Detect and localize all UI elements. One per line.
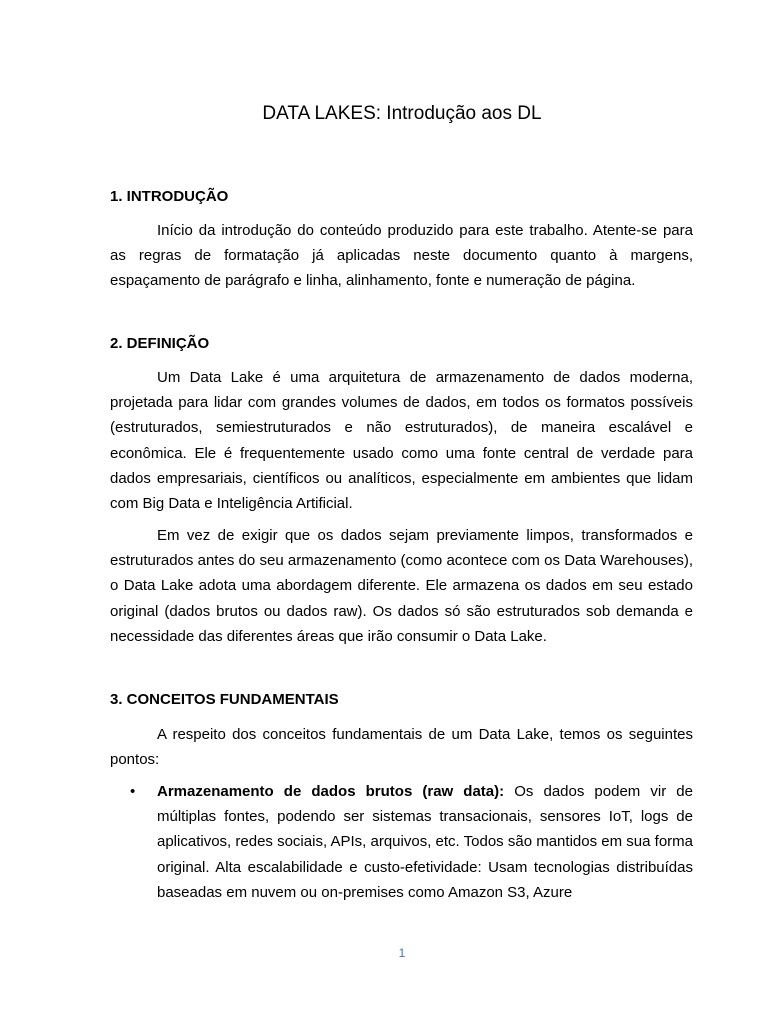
page-number: 1 (398, 946, 406, 960)
paragraph: A respeito dos conceitos fundamentais de um Data Lake, temos os seguintes pontos: (110, 726, 693, 769)
section-heading-introducao: 1. INTRODUÇÃO (110, 188, 229, 205)
bullet-item (157, 779, 693, 905)
section-heading-definicao: 2. DEFINIÇÃO (110, 335, 210, 352)
paragraph: Início da introdução do conteúdo produzido para este trabalho. Atente-se para as regras de formatação já aplicadas neste documento quanto à margens, espaçamento de parágrafo e linha, alinhamento, fonte e numeração de página. (110, 222, 693, 290)
paragraph: Um Data Lake é uma arquitetura de armazenamento de dados moderna, projetada para lidar com grandes volumes de dados, em todos os formatos possíveis (estruturados, semiestruturados e não estruturados), de maneira escalável e econômica. Ele é frequentemente usado como uma fonte central de verdade para dados empresariais, científicos ou analíticos, especialmente em ambientes que lidam com Big Data e Inteligência Artificial. (110, 369, 693, 513)
bullet-marker: • (130, 783, 136, 800)
bullet-text: Os dados podem vir de múltiplas fontes, podendo ser sistemas transacionais, sensores IoT, logs de aplicativos, redes sociais, APIs, arquivos, etc. Todos são mantidos em sua forma original. Alta escalabilidade e custo-efetividade: Usam tecnologias distribuídas baseadas em nuvem ou on-premises como Amazon S3, Azure (157, 783, 693, 901)
document-title: DATA LAKES: Introdução aos DL (262, 103, 542, 124)
section-heading-conceitos: 3. CONCEITOS FUNDAMENTAIS (110, 691, 339, 708)
paragraph: Em vez de exigir que os dados sejam previamente limpos, transformados e estruturados antes do seu armazenamento (como acontece com os Data Warehouses), o Data Lake adota uma abordagem diferente. Ele armazena os dados em seu estado original (dados brutos ou dados raw). Os dados só são estruturados sob demanda e necessidade das diferentes áreas que irão consumir o Data Lake. (110, 527, 693, 645)
bullet-bold-lead: Armazenamento de dados brutos (raw data): (157, 783, 505, 800)
